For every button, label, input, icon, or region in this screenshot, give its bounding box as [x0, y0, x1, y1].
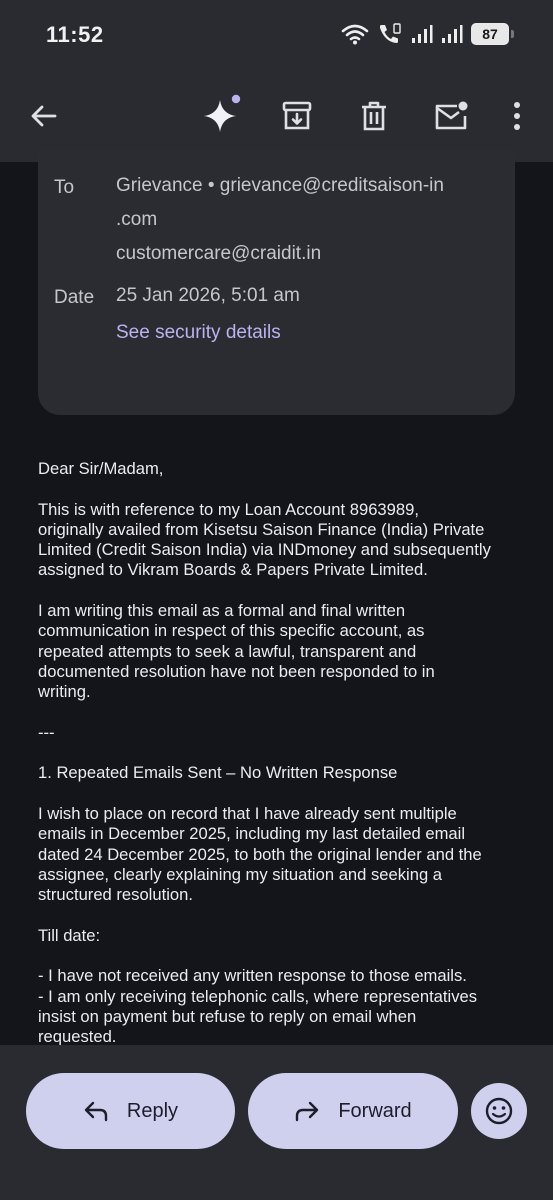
signal-icon-sim2	[441, 24, 463, 44]
recipient-line-2: .com	[116, 209, 158, 230]
body-paragraph: ---	[38, 722, 55, 742]
body-paragraph: This is with reference to my Loan Account 8963989, originally availed from Kisetsu Saison Finance (India) Private Limited (Credit Saison India) via INDmoney and subsequently assigned to Vikram Boards & Papers Private Limited.	[38, 499, 491, 580]
bottom-action-bar	[0, 1045, 553, 1200]
forward-button[interactable]	[248, 1073, 458, 1149]
volte-call-icon	[377, 22, 403, 46]
trash-icon	[358, 99, 390, 133]
recipient-line-1: Grievance • grievance@creditsaison-in	[116, 175, 444, 196]
delete-button[interactable]	[350, 92, 398, 140]
date-value: 25 Jan 2026, 5:01 am	[116, 285, 300, 306]
body-paragraph: Dear Sir/Madam,	[38, 459, 164, 478]
body-paragraph: - I have not received any written response to those emails. - I am only receiving telephonic calls, where representatives insist on payment but refuse to reply on email when requested.	[38, 966, 478, 1045]
battery-level: 87	[482, 26, 498, 42]
signal-icon-sim1	[411, 24, 433, 44]
reply-icon	[83, 1100, 109, 1122]
reply-button[interactable]	[26, 1073, 235, 1149]
emoji-reaction-button[interactable]	[471, 1083, 527, 1139]
back-button[interactable]	[20, 92, 68, 140]
status-bar	[0, 0, 553, 72]
body-paragraph: 1. Repeated Emails Sent – No Written Response	[38, 763, 398, 783]
email-toolbar	[0, 72, 553, 162]
body-paragraph: I am writing this email as a formal and final written communication in respect of this specific account, as repeated attempts to seek a lawful, transparent and documented resolution have not been responded to in writing.	[38, 601, 435, 702]
status-time: 11:52	[46, 22, 104, 47]
body-paragraph: Till date:	[38, 925, 101, 945]
body-paragraph: I wish to place on record that I have already sent multiple emails in December 2025, including my last detailed email dated 24 December 2025, to both the original lender and the assignee, clearly explaining my situation and seeking a structured resolution.	[38, 804, 482, 905]
mail-unread-icon	[433, 100, 469, 132]
forward-icon	[294, 1100, 320, 1122]
more-options-button[interactable]	[493, 92, 541, 140]
message-details-card	[38, 150, 515, 415]
archive-button[interactable]	[273, 92, 321, 140]
sparkle-icon	[200, 94, 244, 138]
arrow-back-icon	[29, 101, 59, 131]
recipient-line-3: customercare@craidit.in	[116, 243, 322, 264]
battery-indicator	[471, 23, 509, 45]
smiley-icon	[484, 1096, 514, 1126]
date-label: Date	[54, 287, 95, 308]
archive-icon	[280, 99, 314, 133]
to-label: To	[54, 177, 75, 198]
forward-label: Forward	[338, 1099, 412, 1122]
recipients	[116, 169, 516, 271]
more-vert-icon	[512, 101, 522, 131]
email-body	[38, 459, 528, 1045]
security-details-link[interactable]: See security details	[116, 322, 281, 343]
wifi-icon	[341, 23, 369, 45]
status-icons	[341, 22, 509, 46]
gemini-button[interactable]	[198, 92, 246, 140]
reply-label: Reply	[126, 1099, 179, 1122]
mark-unread-button[interactable]	[427, 92, 475, 140]
